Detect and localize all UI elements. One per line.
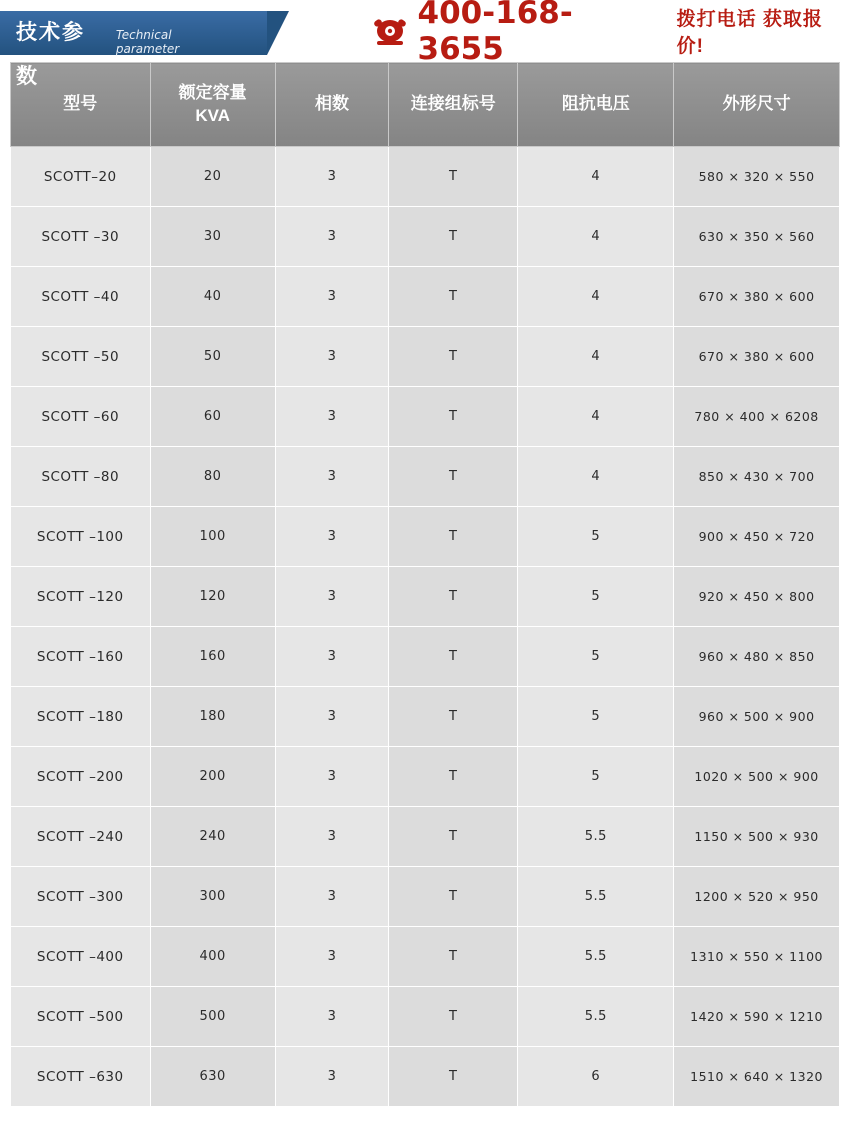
cell-model: SCOTT –160 (11, 627, 151, 687)
cell-rated-capacity: 120 (150, 567, 275, 627)
cell-dimensions: 850 × 430 × 700 (674, 447, 840, 507)
cell-phase-count: 3 (275, 267, 388, 327)
section-title-en: Technical parameter (115, 28, 180, 56)
cell-dimensions: 960 × 500 × 900 (674, 687, 840, 747)
cell-phase-count: 3 (275, 927, 388, 987)
cell-dimensions: 670 × 380 × 600 (674, 327, 840, 387)
technical-parameter-table (10, 62, 840, 1107)
spec-table-wrapper (0, 62, 850, 1107)
table-header-row (11, 63, 840, 147)
column-header-impedance-voltage-line1: 阻抗电压 (561, 94, 630, 114)
cell-connection-group: T (389, 1047, 518, 1107)
phone-number[interactable]: 400-168-3655 (417, 0, 573, 67)
cell-impedance-voltage: 5.5 (518, 987, 674, 1047)
cell-impedance-voltage: 5 (518, 627, 674, 687)
cell-dimensions: 900 × 450 × 720 (674, 507, 840, 567)
cell-model: SCOTT –40 (11, 267, 151, 327)
cell-dimensions: 630 × 350 × 560 (674, 207, 840, 267)
cell-rated-capacity: 60 (150, 387, 275, 447)
cell-impedance-voltage: 5 (518, 567, 674, 627)
cell-rated-capacity: 240 (150, 807, 275, 867)
cell-model: SCOTT –60 (11, 387, 151, 447)
cell-connection-group: T (389, 867, 518, 927)
cell-model: SCOTT –300 (11, 867, 151, 927)
cell-model: SCOTT –80 (11, 447, 151, 507)
cell-rated-capacity: 80 (150, 447, 275, 507)
table-header (11, 63, 840, 147)
cell-impedance-voltage: 6 (518, 1047, 674, 1107)
cell-phase-count: 3 (275, 507, 388, 567)
cell-impedance-voltage: 4 (518, 327, 674, 387)
cell-rated-capacity: 500 (150, 987, 275, 1047)
cell-rated-capacity: 20 (150, 147, 275, 207)
page-header (0, 0, 850, 88)
column-header-phase-count (275, 63, 388, 147)
cell-model: SCOTT –100 (11, 507, 151, 567)
cell-dimensions: 1020 × 500 × 900 (674, 747, 840, 807)
cell-rated-capacity: 400 (150, 927, 275, 987)
cell-phase-count: 3 (275, 447, 388, 507)
cell-phase-count: 3 (275, 567, 388, 627)
cell-dimensions: 670 × 380 × 600 (674, 267, 840, 327)
cell-rated-capacity: 100 (150, 507, 275, 567)
cell-connection-group: T (389, 747, 518, 807)
cell-dimensions: 1510 × 640 × 1320 (674, 1047, 840, 1107)
cell-model: SCOTT –500 (11, 987, 151, 1047)
table-body (11, 147, 840, 1107)
column-header-rated-capacity-line1: 额定容量 (178, 82, 247, 102)
cell-dimensions: 920 × 450 × 800 (674, 567, 840, 627)
table-row (11, 1047, 840, 1107)
cell-phase-count: 3 (275, 687, 388, 747)
cell-connection-group: T (389, 327, 518, 387)
cell-phase-count: 3 (275, 1047, 388, 1107)
cell-impedance-voltage: 4 (518, 267, 674, 327)
cell-phase-count: 3 (275, 987, 388, 1047)
cell-impedance-voltage: 5 (518, 747, 674, 807)
cell-connection-group: T (389, 447, 518, 507)
table-row (11, 927, 840, 987)
table-row (11, 987, 840, 1047)
cell-dimensions: 780 × 400 × 6208 (674, 387, 840, 447)
column-header-phase-count-line1: 相数 (314, 94, 349, 114)
table-row (11, 627, 840, 687)
cell-dimensions: 1310 × 550 × 1100 (674, 927, 840, 987)
cell-phase-count: 3 (275, 747, 388, 807)
cell-connection-group: T (389, 507, 518, 567)
column-header-connection-group-line1: 连接组标号 (410, 94, 496, 114)
table-row (11, 687, 840, 747)
cell-impedance-voltage: 4 (518, 387, 674, 447)
cell-model: SCOTT –120 (11, 567, 151, 627)
cell-rated-capacity: 50 (150, 327, 275, 387)
contact-block (372, 0, 850, 67)
column-header-dimensions (674, 63, 840, 147)
cell-connection-group: T (389, 987, 518, 1047)
cell-phase-count: 3 (275, 807, 388, 867)
cell-rated-capacity: 180 (150, 687, 275, 747)
column-header-dimensions-line1: 外形尺寸 (722, 94, 791, 114)
cell-impedance-voltage: 5.5 (518, 927, 674, 987)
cell-impedance-voltage: 5 (518, 687, 674, 747)
cell-rated-capacity: 630 (150, 1047, 275, 1107)
cell-rated-capacity: 200 (150, 747, 275, 807)
cell-impedance-voltage: 5.5 (518, 807, 674, 867)
table-row (11, 267, 840, 327)
cell-connection-group: T (389, 267, 518, 327)
table-row (11, 507, 840, 567)
cell-phase-count: 3 (275, 327, 388, 387)
cell-impedance-voltage: 4 (518, 447, 674, 507)
cell-connection-group: T (389, 147, 518, 207)
section-title-cn: 技术参数 (16, 21, 85, 88)
table-row (11, 807, 840, 867)
cell-model: SCOTT –200 (11, 747, 151, 807)
cell-phase-count: 3 (275, 867, 388, 927)
cell-rated-capacity: 300 (150, 867, 275, 927)
table-row (11, 147, 840, 207)
cell-phase-count: 3 (275, 627, 388, 687)
column-header-connection-group (389, 63, 518, 147)
table-row (11, 747, 840, 807)
call-to-action-text: 拨打电话 获取报价! (676, 9, 823, 57)
cell-model: SCOTT –630 (11, 1047, 151, 1107)
cell-phase-count: 3 (275, 387, 388, 447)
section-title-tab (0, 11, 267, 88)
cell-model: SCOTT –30 (11, 207, 151, 267)
cell-connection-group: T (389, 567, 518, 627)
table-row (11, 207, 840, 267)
telephone-icon (372, 14, 408, 48)
column-header-impedance-voltage (518, 63, 674, 147)
cell-connection-group: T (389, 387, 518, 447)
cell-impedance-voltage: 5.5 (518, 867, 674, 927)
cell-phase-count: 3 (275, 207, 388, 267)
cell-model: SCOTT –180 (11, 687, 151, 747)
cell-connection-group: T (389, 807, 518, 867)
cell-model: SCOTT –240 (11, 807, 151, 867)
cell-connection-group: T (389, 687, 518, 747)
cell-model: SCOTT –400 (11, 927, 151, 987)
cell-phase-count: 3 (275, 147, 388, 207)
cell-dimensions: 1420 × 590 × 1210 (674, 987, 840, 1047)
column-header-model-line1: 型号 (63, 94, 98, 114)
cell-dimensions: 580 × 320 × 550 (674, 147, 840, 207)
table-row (11, 387, 840, 447)
cell-dimensions: 960 × 480 × 850 (674, 627, 840, 687)
cell-dimensions: 1150 × 500 × 930 (674, 807, 840, 867)
table-row (11, 327, 840, 387)
column-header-rated-capacity (150, 63, 275, 147)
column-header-rated-capacity-line2: KVA (195, 105, 230, 125)
table-row (11, 447, 840, 507)
cell-connection-group: T (389, 927, 518, 987)
table-row (11, 867, 840, 927)
cell-model: SCOTT–20 (11, 147, 151, 207)
cell-rated-capacity: 40 (150, 267, 275, 327)
cell-rated-capacity: 30 (150, 207, 275, 267)
cell-connection-group: T (389, 207, 518, 267)
cell-impedance-voltage: 4 (518, 147, 674, 207)
table-row (11, 567, 840, 627)
cell-dimensions: 1200 × 520 × 950 (674, 867, 840, 927)
cell-connection-group: T (389, 627, 518, 687)
cell-rated-capacity: 160 (150, 627, 275, 687)
cell-model: SCOTT –50 (11, 327, 151, 387)
cell-impedance-voltage: 4 (518, 207, 674, 267)
cell-impedance-voltage: 5 (518, 507, 674, 567)
